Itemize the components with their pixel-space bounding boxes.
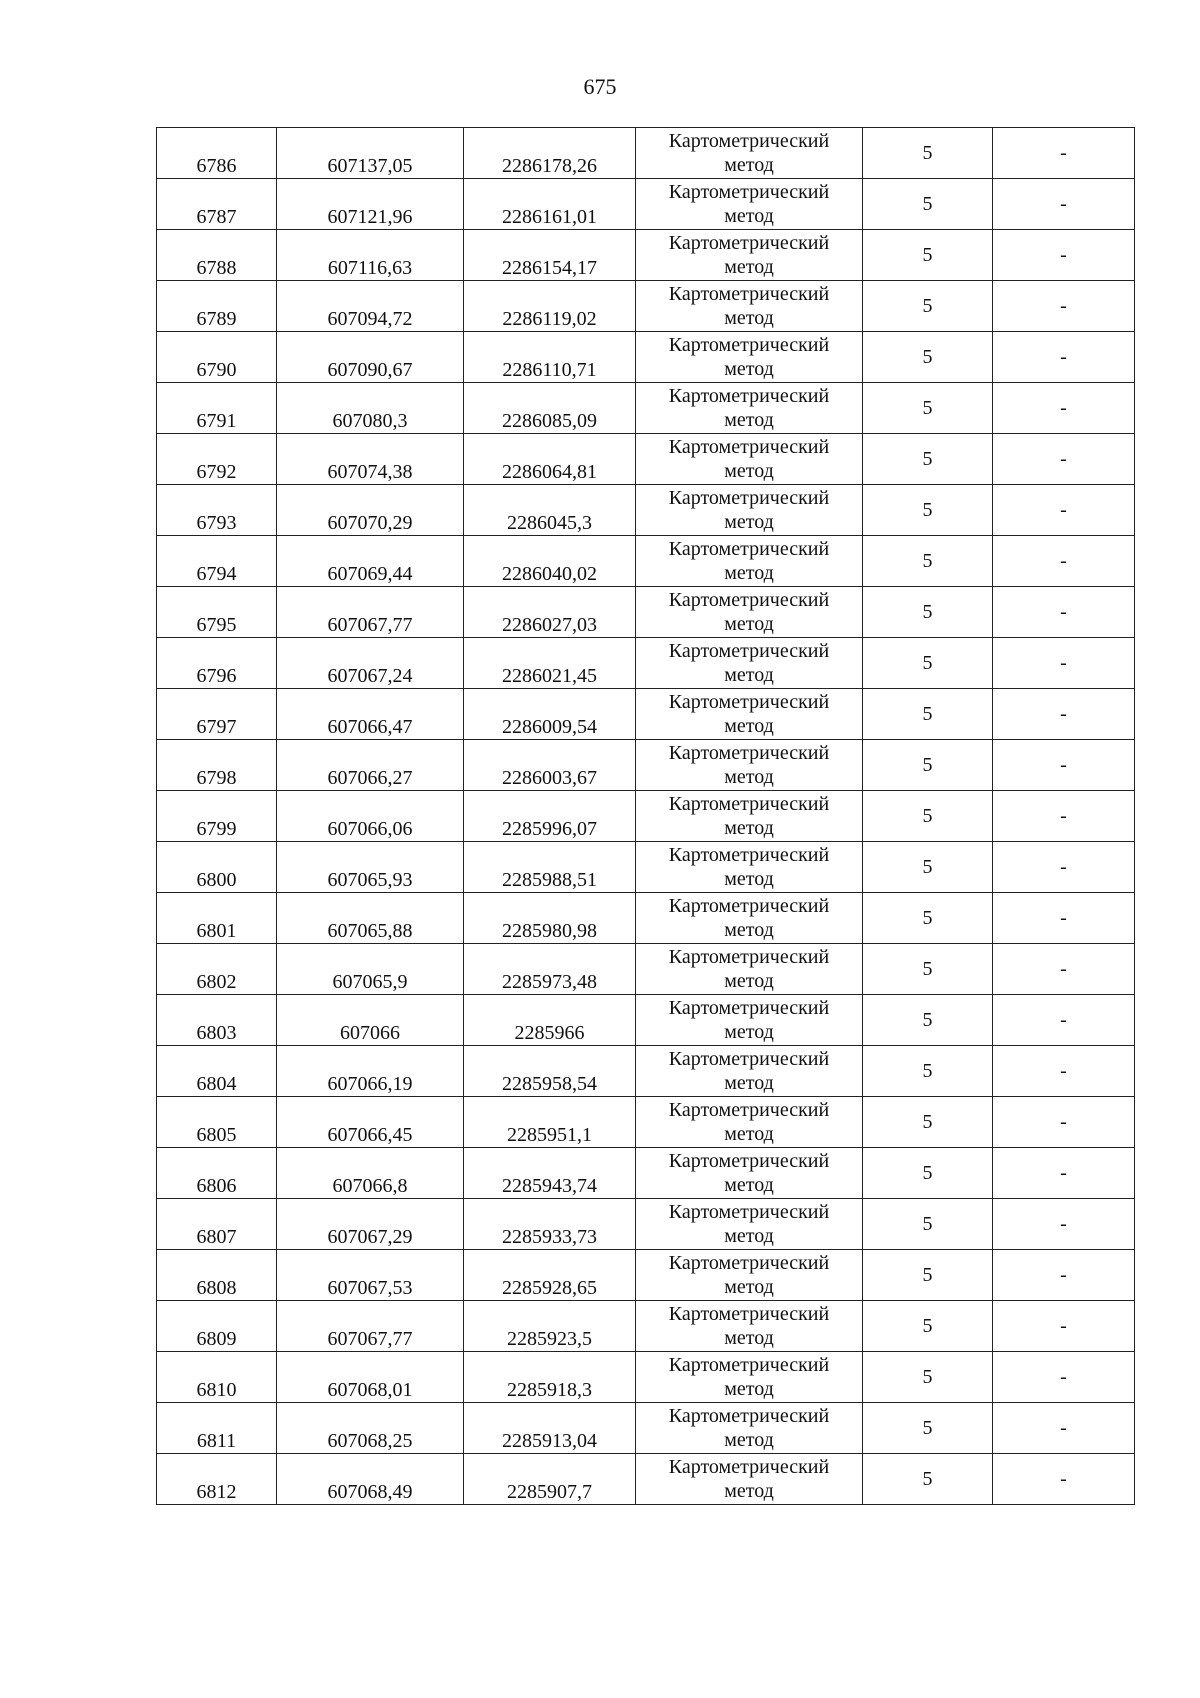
method-line-1: Картометрический: [668, 1405, 830, 1427]
x-coordinate-cell: 607065,88: [277, 893, 464, 944]
accuracy-cell: 5: [863, 281, 993, 332]
method-line-1: Картометрический: [668, 589, 830, 611]
point-number-cell: 6798: [157, 740, 277, 791]
method-line-2: метод: [724, 1480, 774, 1502]
method-line-2: метод: [724, 1072, 774, 1094]
method-line-1: Картометрический: [668, 1252, 830, 1274]
x-coordinate-cell: 607066,19: [277, 1046, 464, 1097]
point-number-cell: 6802: [157, 944, 277, 995]
y-coordinate-cell: 2286027,03: [464, 587, 636, 638]
y-coordinate-cell: 2285996,07: [464, 791, 636, 842]
y-coordinate-cell: 2286021,45: [464, 638, 636, 689]
x-coordinate-cell: 607116,63: [277, 230, 464, 281]
accuracy-cell: 5: [863, 1097, 993, 1148]
point-number-cell: 6805: [157, 1097, 277, 1148]
accuracy-cell: 5: [863, 536, 993, 587]
method-cell: [636, 1403, 863, 1454]
accuracy-cell: 5: [863, 944, 993, 995]
accuracy-cell: 5: [863, 230, 993, 281]
method-line-1: Картометрический: [668, 1456, 830, 1478]
point-number-cell: 6796: [157, 638, 277, 689]
table-row: [157, 1148, 1135, 1199]
note-cell: -: [993, 1148, 1135, 1199]
table-row: [157, 587, 1135, 638]
method-line-2: метод: [724, 1429, 774, 1451]
y-coordinate-cell: 2286040,02: [464, 536, 636, 587]
note-cell: -: [993, 638, 1135, 689]
x-coordinate-cell: 607066,27: [277, 740, 464, 791]
method-line-2: метод: [724, 664, 774, 686]
table-row: [157, 179, 1135, 230]
y-coordinate-cell: 2286161,01: [464, 179, 636, 230]
y-coordinate-cell: 2285933,73: [464, 1199, 636, 1250]
point-number-cell: 6797: [157, 689, 277, 740]
x-coordinate-cell: 607065,93: [277, 842, 464, 893]
note-cell: -: [993, 1046, 1135, 1097]
method-cell: [636, 383, 863, 434]
method-line-1: Картометрический: [668, 844, 830, 866]
method-line-1: Картометрический: [668, 538, 830, 560]
x-coordinate-cell: 607074,38: [277, 434, 464, 485]
method-line-2: метод: [724, 409, 774, 431]
point-number-cell: 6809: [157, 1301, 277, 1352]
method-line-2: метод: [724, 1174, 774, 1196]
table-row: [157, 1046, 1135, 1097]
method-line-1: Картометрический: [668, 487, 830, 509]
note-cell: -: [993, 1097, 1135, 1148]
x-coordinate-cell: 607067,29: [277, 1199, 464, 1250]
method-cell: [636, 740, 863, 791]
method-line-1: Картометрический: [668, 130, 830, 152]
point-number-cell: 6788: [157, 230, 277, 281]
accuracy-cell: 5: [863, 128, 993, 179]
point-number-cell: 6792: [157, 434, 277, 485]
method-line-1: Картометрический: [668, 691, 830, 713]
method-line-2: метод: [724, 1123, 774, 1145]
note-cell: -: [993, 995, 1135, 1046]
table-row: [157, 1097, 1135, 1148]
accuracy-cell: 5: [863, 1046, 993, 1097]
table-row: [157, 1454, 1135, 1505]
accuracy-cell: 5: [863, 995, 993, 1046]
table-row: [157, 332, 1135, 383]
x-coordinate-cell: 607080,3: [277, 383, 464, 434]
note-cell: -: [993, 1454, 1135, 1505]
method-cell: [636, 1148, 863, 1199]
accuracy-cell: 5: [863, 1403, 993, 1454]
coordinates-table: [156, 127, 1135, 1505]
method-cell: [636, 536, 863, 587]
y-coordinate-cell: 2285951,1: [464, 1097, 636, 1148]
table-row: [157, 740, 1135, 791]
y-coordinate-cell: 2285958,54: [464, 1046, 636, 1097]
method-line-2: метод: [724, 154, 774, 176]
accuracy-cell: 5: [863, 740, 993, 791]
x-coordinate-cell: 607070,29: [277, 485, 464, 536]
method-cell: [636, 332, 863, 383]
x-coordinate-cell: 607069,44: [277, 536, 464, 587]
y-coordinate-cell: 2285973,48: [464, 944, 636, 995]
method-line-2: метод: [724, 1327, 774, 1349]
accuracy-cell: 5: [863, 1199, 993, 1250]
method-line-2: метод: [724, 562, 774, 584]
y-coordinate-cell: 2285988,51: [464, 842, 636, 893]
y-coordinate-cell: 2286085,09: [464, 383, 636, 434]
method-line-1: Картометрический: [668, 742, 830, 764]
method-line-1: Картометрический: [668, 232, 830, 254]
method-line-2: метод: [724, 868, 774, 890]
y-coordinate-cell: 2286110,71: [464, 332, 636, 383]
accuracy-cell: 5: [863, 689, 993, 740]
y-coordinate-cell: 2285913,04: [464, 1403, 636, 1454]
method-cell: [636, 179, 863, 230]
table-row: [157, 485, 1135, 536]
y-coordinate-cell: 2286045,3: [464, 485, 636, 536]
point-number-cell: 6794: [157, 536, 277, 587]
method-cell: [636, 791, 863, 842]
x-coordinate-cell: 607067,77: [277, 587, 464, 638]
y-coordinate-cell: 2285928,65: [464, 1250, 636, 1301]
method-line-1: Картометрический: [668, 1099, 830, 1121]
x-coordinate-cell: 607066: [277, 995, 464, 1046]
method-line-2: метод: [724, 919, 774, 941]
point-number-cell: 6801: [157, 893, 277, 944]
method-line-2: метод: [724, 613, 774, 635]
note-cell: -: [993, 536, 1135, 587]
note-cell: -: [993, 230, 1135, 281]
method-line-2: метод: [724, 817, 774, 839]
x-coordinate-cell: 607066,47: [277, 689, 464, 740]
method-cell: [636, 485, 863, 536]
point-number-cell: 6803: [157, 995, 277, 1046]
method-cell: [636, 944, 863, 995]
y-coordinate-cell: 2285907,7: [464, 1454, 636, 1505]
accuracy-cell: 5: [863, 332, 993, 383]
point-number-cell: 6806: [157, 1148, 277, 1199]
x-coordinate-cell: 607067,77: [277, 1301, 464, 1352]
y-coordinate-cell: 2286178,26: [464, 128, 636, 179]
y-coordinate-cell: 2285980,98: [464, 893, 636, 944]
accuracy-cell: 5: [863, 1301, 993, 1352]
method-cell: [636, 842, 863, 893]
note-cell: -: [993, 1301, 1135, 1352]
table-row: [157, 281, 1135, 332]
table-row: [157, 842, 1135, 893]
table-row: [157, 128, 1135, 179]
x-coordinate-cell: 607121,96: [277, 179, 464, 230]
method-cell: [636, 230, 863, 281]
point-number-cell: 6807: [157, 1199, 277, 1250]
method-line-2: метод: [724, 1225, 774, 1247]
note-cell: -: [993, 791, 1135, 842]
table-row: [157, 638, 1135, 689]
method-line-2: метод: [724, 766, 774, 788]
coordinates-table-body: [157, 128, 1135, 1505]
accuracy-cell: 5: [863, 587, 993, 638]
table-row: [157, 689, 1135, 740]
table-row: [157, 791, 1135, 842]
x-coordinate-cell: 607065,9: [277, 944, 464, 995]
accuracy-cell: 5: [863, 893, 993, 944]
table-row: [157, 995, 1135, 1046]
note-cell: -: [993, 434, 1135, 485]
method-cell: [636, 1352, 863, 1403]
point-number-cell: 6795: [157, 587, 277, 638]
method-line-1: Картометрический: [668, 1354, 830, 1376]
method-cell: [636, 689, 863, 740]
accuracy-cell: 5: [863, 485, 993, 536]
point-number-cell: 6812: [157, 1454, 277, 1505]
note-cell: -: [993, 179, 1135, 230]
point-number-cell: 6791: [157, 383, 277, 434]
x-coordinate-cell: 607068,49: [277, 1454, 464, 1505]
point-number-cell: 6800: [157, 842, 277, 893]
note-cell: -: [993, 1199, 1135, 1250]
table-row: [157, 1250, 1135, 1301]
y-coordinate-cell: 2285918,3: [464, 1352, 636, 1403]
method-line-1: Картометрический: [668, 436, 830, 458]
note-cell: -: [993, 944, 1135, 995]
method-cell: [636, 893, 863, 944]
method-line-2: метод: [724, 511, 774, 533]
method-line-1: Картометрический: [668, 334, 830, 356]
note-cell: -: [993, 893, 1135, 944]
method-cell: [636, 434, 863, 485]
y-coordinate-cell: 2286119,02: [464, 281, 636, 332]
x-coordinate-cell: 607137,05: [277, 128, 464, 179]
accuracy-cell: 5: [863, 842, 993, 893]
table-row: [157, 1301, 1135, 1352]
x-coordinate-cell: 607066,06: [277, 791, 464, 842]
method-line-2: метод: [724, 307, 774, 329]
method-cell: [636, 1097, 863, 1148]
note-cell: -: [993, 587, 1135, 638]
method-line-2: метод: [724, 358, 774, 380]
method-line-2: метод: [724, 1021, 774, 1043]
accuracy-cell: 5: [863, 1454, 993, 1505]
method-cell: [636, 1046, 863, 1097]
method-line-2: метод: [724, 256, 774, 278]
table-row: [157, 383, 1135, 434]
method-cell: [636, 128, 863, 179]
method-line-1: Картометрический: [668, 640, 830, 662]
point-number-cell: 6786: [157, 128, 277, 179]
method-line-1: Картометрический: [668, 1048, 830, 1070]
note-cell: -: [993, 1403, 1135, 1454]
point-number-cell: 6811: [157, 1403, 277, 1454]
method-line-2: метод: [724, 715, 774, 737]
x-coordinate-cell: 607094,72: [277, 281, 464, 332]
method-line-2: метод: [724, 970, 774, 992]
note-cell: -: [993, 689, 1135, 740]
method-cell: [636, 281, 863, 332]
y-coordinate-cell: 2285966: [464, 995, 636, 1046]
method-line-1: Картометрический: [668, 895, 830, 917]
method-line-1: Картометрический: [668, 1150, 830, 1172]
method-line-2: метод: [724, 1276, 774, 1298]
point-number-cell: 6793: [157, 485, 277, 536]
accuracy-cell: 5: [863, 179, 993, 230]
accuracy-cell: 5: [863, 1250, 993, 1301]
y-coordinate-cell: 2285943,74: [464, 1148, 636, 1199]
method-line-1: Картометрический: [668, 997, 830, 1019]
point-number-cell: 6789: [157, 281, 277, 332]
x-coordinate-cell: 607066,8: [277, 1148, 464, 1199]
method-line-1: Картометрический: [668, 793, 830, 815]
method-line-1: Картометрический: [668, 1201, 830, 1223]
note-cell: -: [993, 842, 1135, 893]
y-coordinate-cell: 2286003,67: [464, 740, 636, 791]
table-row: [157, 944, 1135, 995]
y-coordinate-cell: 2286064,81: [464, 434, 636, 485]
accuracy-cell: 5: [863, 434, 993, 485]
table-row: [157, 1403, 1135, 1454]
note-cell: -: [993, 128, 1135, 179]
method-line-1: Картометрический: [668, 1303, 830, 1325]
point-number-cell: 6810: [157, 1352, 277, 1403]
note-cell: -: [993, 1250, 1135, 1301]
note-cell: -: [993, 281, 1135, 332]
table-row: [157, 434, 1135, 485]
point-number-cell: 6790: [157, 332, 277, 383]
x-coordinate-cell: 607066,45: [277, 1097, 464, 1148]
x-coordinate-cell: 607068,01: [277, 1352, 464, 1403]
note-cell: -: [993, 332, 1135, 383]
y-coordinate-cell: 2286154,17: [464, 230, 636, 281]
method-cell: [636, 587, 863, 638]
accuracy-cell: 5: [863, 791, 993, 842]
x-coordinate-cell: 607067,24: [277, 638, 464, 689]
accuracy-cell: 5: [863, 383, 993, 434]
note-cell: -: [993, 1352, 1135, 1403]
x-coordinate-cell: 607090,67: [277, 332, 464, 383]
method-line-2: метод: [724, 1378, 774, 1400]
method-cell: [636, 1199, 863, 1250]
accuracy-cell: 5: [863, 1148, 993, 1199]
method-line-1: Картометрический: [668, 946, 830, 968]
method-line-2: метод: [724, 205, 774, 227]
note-cell: -: [993, 740, 1135, 791]
accuracy-cell: 5: [863, 1352, 993, 1403]
table-row: [157, 536, 1135, 587]
x-coordinate-cell: 607068,25: [277, 1403, 464, 1454]
method-cell: [636, 995, 863, 1046]
point-number-cell: 6799: [157, 791, 277, 842]
point-number-cell: 6787: [157, 179, 277, 230]
method-line-1: Картометрический: [668, 283, 830, 305]
y-coordinate-cell: 2285923,5: [464, 1301, 636, 1352]
method-cell: [636, 1301, 863, 1352]
method-cell: [636, 1250, 863, 1301]
point-number-cell: 6804: [157, 1046, 277, 1097]
table-row: [157, 1199, 1135, 1250]
y-coordinate-cell: 2286009,54: [464, 689, 636, 740]
note-cell: -: [993, 485, 1135, 536]
accuracy-cell: 5: [863, 638, 993, 689]
point-number-cell: 6808: [157, 1250, 277, 1301]
table-row: [157, 230, 1135, 281]
table-row: [157, 893, 1135, 944]
method-cell: [636, 1454, 863, 1505]
method-cell: [636, 638, 863, 689]
x-coordinate-cell: 607067,53: [277, 1250, 464, 1301]
table-row: [157, 1352, 1135, 1403]
page-number: 675: [583, 74, 617, 99]
note-cell: -: [993, 383, 1135, 434]
method-line-2: метод: [724, 460, 774, 482]
method-line-1: Картометрический: [668, 181, 830, 203]
method-line-1: Картометрический: [668, 385, 830, 407]
